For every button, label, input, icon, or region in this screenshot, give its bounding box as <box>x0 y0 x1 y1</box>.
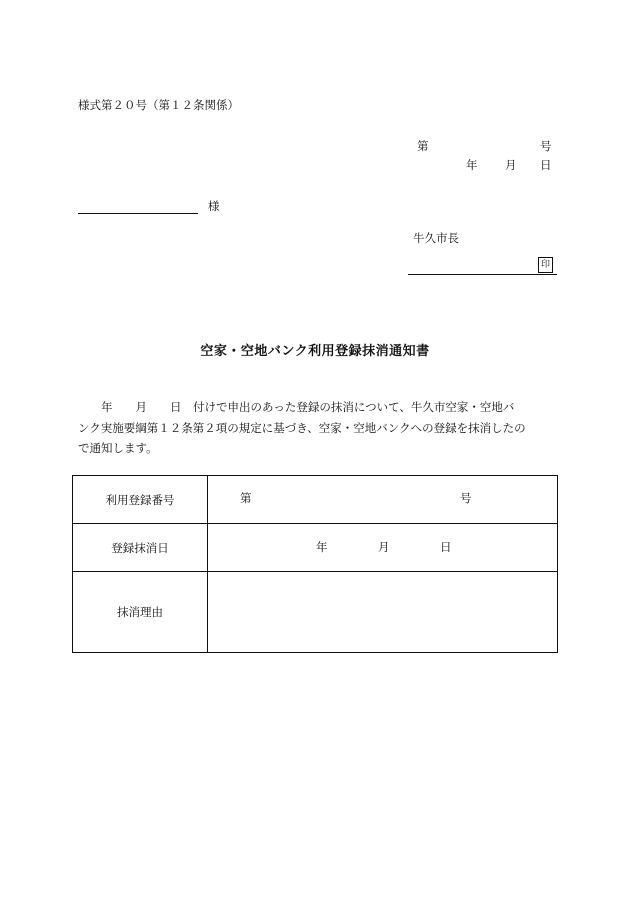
cancellation-date-label: 登録抹消日 <box>73 524 208 572</box>
registration-number-label: 利用登録番号 <box>73 476 208 524</box>
cancellation-reason-label: 抹消理由 <box>73 572 208 653</box>
doc-number-suffix: 号 <box>540 139 552 153</box>
registration-number-prefix: 第 <box>240 491 252 505</box>
body-line-1: 年 月 日 付けで申出のあった登録の抹消について、牛久市空家・空地バ <box>78 400 515 414</box>
date-month-label: 月 <box>505 158 517 172</box>
date-year-label: 年 <box>466 158 478 172</box>
document-title: 空家・空地バンク利用登録抹消通知書 <box>200 344 430 359</box>
form-number: 様式第２０号（第１２条関係） <box>78 98 239 112</box>
cancellation-date-field[interactable] <box>208 524 558 572</box>
seal-mark: 印 <box>538 257 553 273</box>
table-row <box>73 476 558 524</box>
body-line-2: ンク実施要綱第１２条第２項の規定に基づき、空家・空地バンクへの登録を抹消したの <box>78 420 526 435</box>
cancellation-year-label: 年 <box>316 540 328 554</box>
doc-number-prefix: 第 <box>417 139 429 153</box>
issuer-title: 牛久市長 <box>413 231 459 245</box>
table-row <box>73 524 558 572</box>
cancellation-month-label: 月 <box>378 540 390 554</box>
addressee-blank-line[interactable] <box>78 213 198 214</box>
body-line-3: で通知します。 <box>78 441 158 455</box>
cancellation-day-label: 日 <box>440 540 452 554</box>
table-row <box>73 572 558 653</box>
addressee-honorific: 様 <box>208 199 220 213</box>
registration-number-field[interactable] <box>208 476 558 524</box>
issuer-signature-line <box>408 274 557 275</box>
registration-number-suffix: 号 <box>460 491 472 505</box>
cancellation-reason-field[interactable] <box>208 572 558 653</box>
date-day-label: 日 <box>540 158 552 172</box>
body-paragraph <box>78 397 558 459</box>
registration-table <box>72 475 558 653</box>
